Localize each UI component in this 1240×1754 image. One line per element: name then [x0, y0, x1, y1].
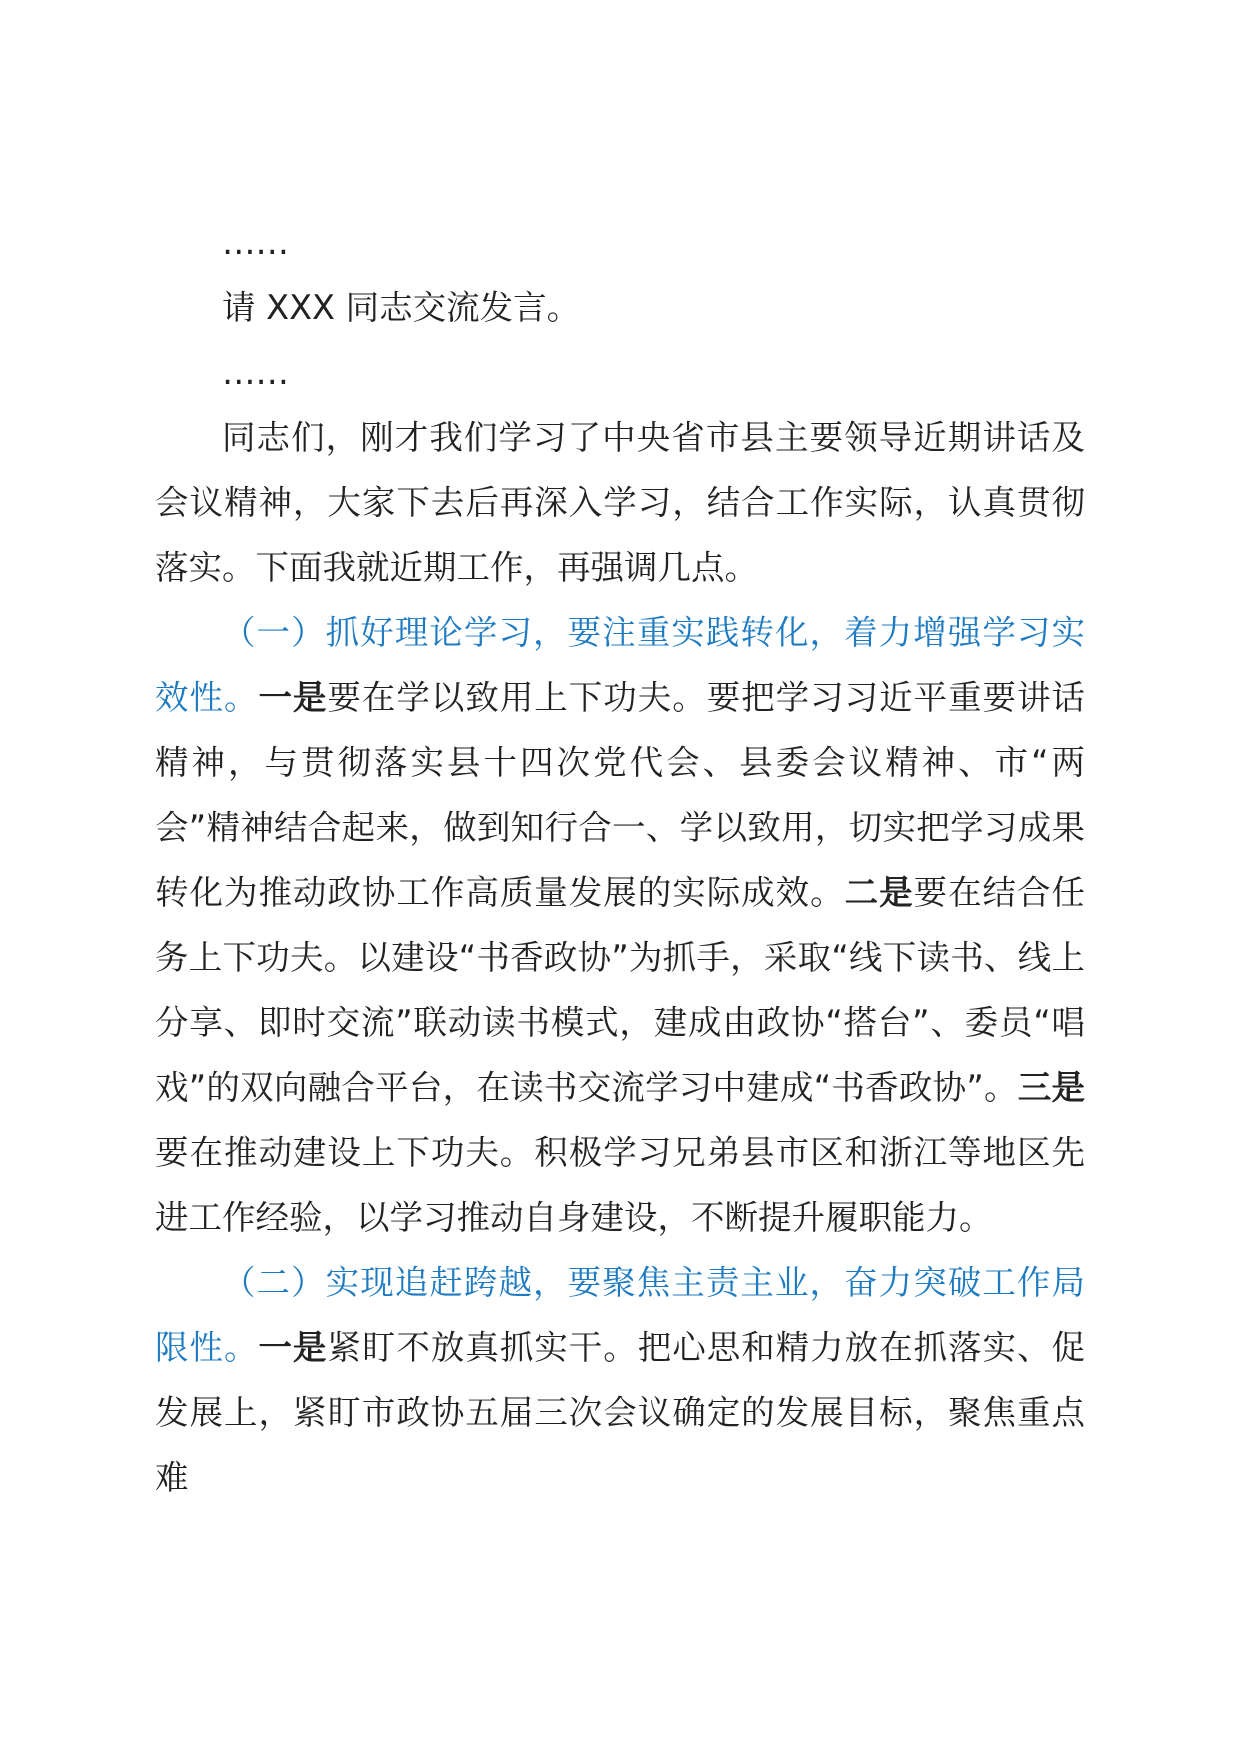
document-body — [155, 210, 1085, 1510]
point-marker: 三是 — [1017, 1068, 1085, 1107]
point-text: 紧盯不放真抓实干。把心思和精力放在抓落实、促发展上，紧盯市政协五届三次会议确定的发展目标，聚焦重点难 — [155, 1328, 1086, 1497]
intro-paragraph: 同志们，刚才我们学习了中央省市县主要领导近期讲话及会议精神，大家下去后再深入学习，结合工作实际，认真贯彻落实。下面我就近期工作，再强调几点。 — [155, 418, 1085, 587]
point-marker: 一是 — [258, 1328, 328, 1367]
section-two-paragraph — [155, 1250, 1085, 1510]
invitation-paragraph: 请 XXX 同志交流发言。 — [222, 288, 581, 327]
point-text: 要在结合任务上下功夫。以建设“书香政协”为抓手，采取“线下读书、线上分享、即时交流”联动读书模式，建成由政协“搭台”、委员“唱戏”的双向融合平台，在读书交流学习中建成“书香政协”。 — [155, 873, 1086, 1107]
point-marker: 二是 — [844, 873, 914, 912]
point-marker: 一是 — [258, 678, 328, 717]
point-text: 要在学以致用上下功夫。要把学习习近平重要讲话精神，与贯彻落实县十四次党代会、县委会议精神、市“两会”精神结合起来，做到知行合一、学以致用，切实把学习成果转化为推动政协工作高质量发展的实际成效。 — [155, 678, 1086, 912]
section-two-heading: （二）实现追赶跨越，要聚焦主责主业，奋力突破工作局限性。 — [155, 1263, 1085, 1367]
point-text: 要在推动建设上下功夫。积极学习兄弟县市区和浙江等地区先进工作经验，以学习推动自身建设，不断提升履职能力。 — [155, 1133, 1085, 1237]
section-one-heading: （一）抓好理论学习，要注重实践转化，着力增强学习实效性。 — [155, 613, 1085, 717]
ellipsis-paragraph: …… — [222, 353, 289, 392]
section-one-paragraph — [155, 600, 1085, 1250]
ellipsis-paragraph: …… — [222, 223, 289, 262]
